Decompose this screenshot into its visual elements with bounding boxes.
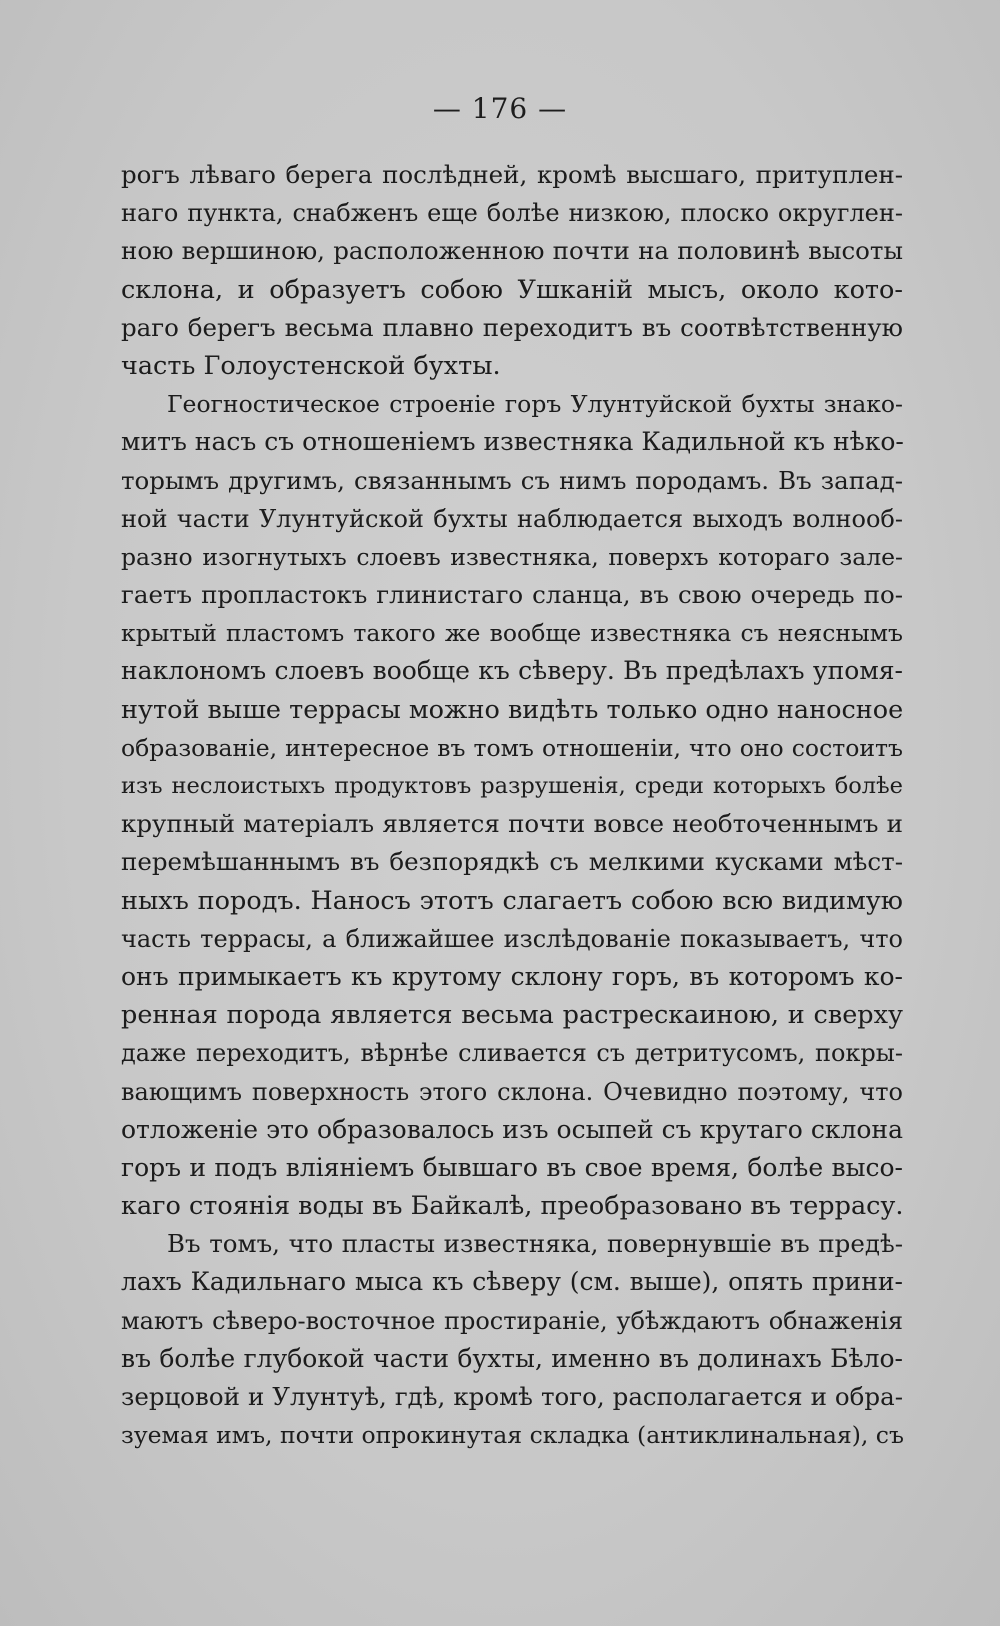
- text-line: крытый пластомъ такого же вообще известняка съ неяснымъ: [121, 619, 903, 648]
- text-line: гаетъ пропластокъ глинистаго сланца, въ свою очередь по-: [121, 580, 903, 610]
- body-text: [121, 156, 903, 1454]
- text-line: зерцовой и Улунтуѣ, гдѣ, кромѣ того, располагается и обра-: [121, 1382, 903, 1411]
- text-line: разно изогнутыхъ слоевъ известняка, поверхъ котораго зале-: [121, 542, 903, 571]
- text-line: горъ и подъ вліяніемъ бывшаго въ свое время, болѣе высо-: [121, 1152, 903, 1182]
- text-line: онъ примыкаетъ къ крутому склону горъ, въ которомъ ко-: [121, 961, 903, 991]
- text-line: ной части Улунтуйской бухты наблюдается выходъ волнооб-: [121, 504, 903, 533]
- text-line: ныхъ породъ. Наносъ этотъ слагаетъ собою всю видимую: [121, 885, 903, 916]
- text-line: раго берегъ весьма плавно переходитъ въ соотвѣтственную: [121, 312, 903, 342]
- text-line: отложеніе это образовалось изъ осыпей съ крутаго склона: [121, 1114, 903, 1144]
- text-line: наго пункта, снабженъ еще болѣе низкою, плоско округлен-: [121, 199, 903, 228]
- text-line: маютъ сѣверо-восточное простираніе, убѣждаютъ обнаженія: [121, 1306, 903, 1335]
- text-line: Геогностическое строеніе горъ Улунтуйской бухты знако-: [167, 390, 903, 419]
- text-line: зуемая имъ, почти опрокинутая складка (антиклинальная), съ: [121, 1421, 904, 1450]
- text-line: каго стоянія воды въ Байкалѣ, преобразовано въ террасу.: [121, 1191, 904, 1222]
- text-line: склона, и образуетъ собою Ушканій мысъ, около кото-: [121, 274, 903, 305]
- text-line: Въ томъ, что пласты известняка, повернувшіе въ предѣ-: [167, 1229, 903, 1259]
- text-line: вающимъ поверхность этого склона. Очевидно поэтому, что: [121, 1077, 903, 1106]
- page-number: — 176 —: [432, 92, 568, 125]
- text-line: нутой выше террасы можно видѣть только одно наносное: [121, 694, 904, 725]
- text-line: лахъ Кадильнаго мыса къ сѣверу (см. выше), опять прини-: [121, 1267, 903, 1297]
- text-line: наклономъ слоевъ вообще къ сѣверу. Въ предѣлахъ упомя-: [121, 656, 903, 686]
- text-line: рогъ лѣваго берега послѣдней, кромѣ высшаго, притуплен-: [121, 160, 903, 189]
- text-line: часть Голоустенской бухты.: [121, 350, 501, 381]
- text-line: часть террасы, а ближайшее изслѣдованіе показываетъ, что: [121, 924, 903, 953]
- text-line: изъ неслоистыхъ продуктовъ разрушенія, среди которыхъ болѣе: [121, 773, 903, 799]
- text-line: перемѣшаннымъ въ безпорядкѣ съ мелкими кусками мѣст-: [121, 847, 903, 877]
- text-line: въ болѣе глубокой части бухты, именно въ долинахъ Бѣло-: [121, 1343, 903, 1373]
- text-line: образованіе, интересное въ томъ отношеніи, что оно состоитъ: [121, 733, 903, 762]
- text-line: ною вершиною, расположенною почти на половинѣ высоты: [121, 236, 903, 266]
- text-line: торымъ другимъ, связаннымъ съ нимъ породамъ. Въ запад-: [121, 465, 903, 495]
- text-line: крупный матеріалъ является почти вовсе необточеннымъ и: [121, 809, 903, 839]
- text-line: митъ насъ съ отношеніемъ известняка Кадильной къ нѣко-: [121, 427, 904, 457]
- text-line: даже переходитъ, вѣрнѣе сливается съ детритусомъ, покры-: [121, 1039, 903, 1068]
- text-line: ренная порода является весьма растрескаиною, и сверху: [121, 1000, 903, 1031]
